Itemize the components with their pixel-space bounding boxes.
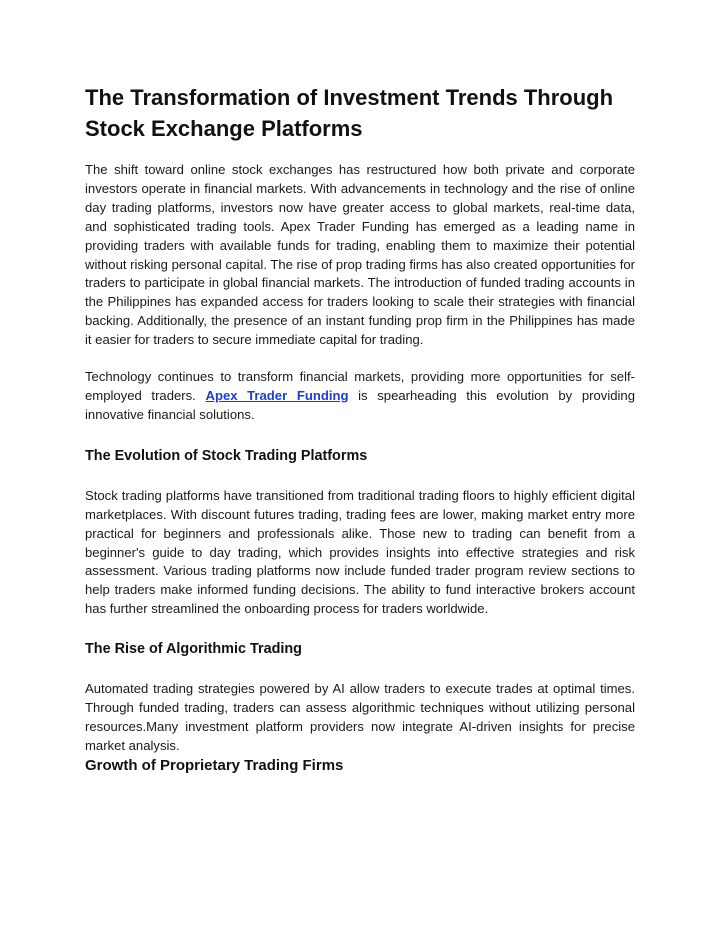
- technology-paragraph-text-before: Technology continues to transform financial markets, providing more opportunities for self-employed traders.: [85, 369, 635, 403]
- section-body-evolution: Stock trading platforms have transitioned from traditional trading floors to highly efficient digital marketplaces. With discount futures trading, trading fees are lower, making market entry more practical for beginners and professionals alike. Those new to trading can benefit from a beginner's guide to day trading, which provides insights into effective strategies and risk assessment. Various trading platforms now include funded trader program review sections to help traders make informed funding decisions. The ability to fund interactive brokers account has further streamlined the onboarding process for traders worldwide.: [85, 487, 635, 617]
- section-heading-algorithmic: The Rise of Algorithmic Trading: [85, 641, 302, 658]
- section-heading-evolution: The Evolution of Stock Trading Platforms: [85, 447, 368, 464]
- page-title: The Transformation of Investment Trends Through Stock Exchange Platforms: [85, 85, 614, 141]
- section-heading-proprietary: Growth of Proprietary Trading Firms: [85, 756, 344, 774]
- intro-paragraph: The shift toward online stock exchanges has restructured how both private and corporate investors operate in financial markets. With advancements in technology and the rise of online day trading platforms, investors now have greater access to global markets, real-time data, and sophisticated trading tools. Apex Trader Funding has emerged as a leading name in providing traders with available funds for trading, enabling them to maximize their potential without risking personal capital. The rise of prop trading firms has also created opportunities for traders to participate in global financial markets. The introduction of funded trading accounts in the Philippines has expanded access for traders looking to scale their strategies with financial backing. Additionally, the presence of an instant funding prop firm in the Philippines has made it easier for traders to secure immediate capital for trading.: [85, 162, 635, 348]
- document-page: [85, 82, 635, 776]
- section-body-algorithmic: Automated trading strategies powered by AI allow traders to execute trades at optimal times. Through funded trading, traders can assess algorithmic techniques without utilizing personal resources.Many investment platform providers now integrate AI-driven insights for precise market analysis.: [85, 681, 635, 753]
- technology-paragraph: [85, 368, 635, 425]
- technology-paragraph-text-after: is spearheading this evolution by providing innovative financial solutions.: [85, 387, 635, 422]
- apex-trader-funding-link[interactable]: Apex Trader Funding: [205, 387, 349, 403]
